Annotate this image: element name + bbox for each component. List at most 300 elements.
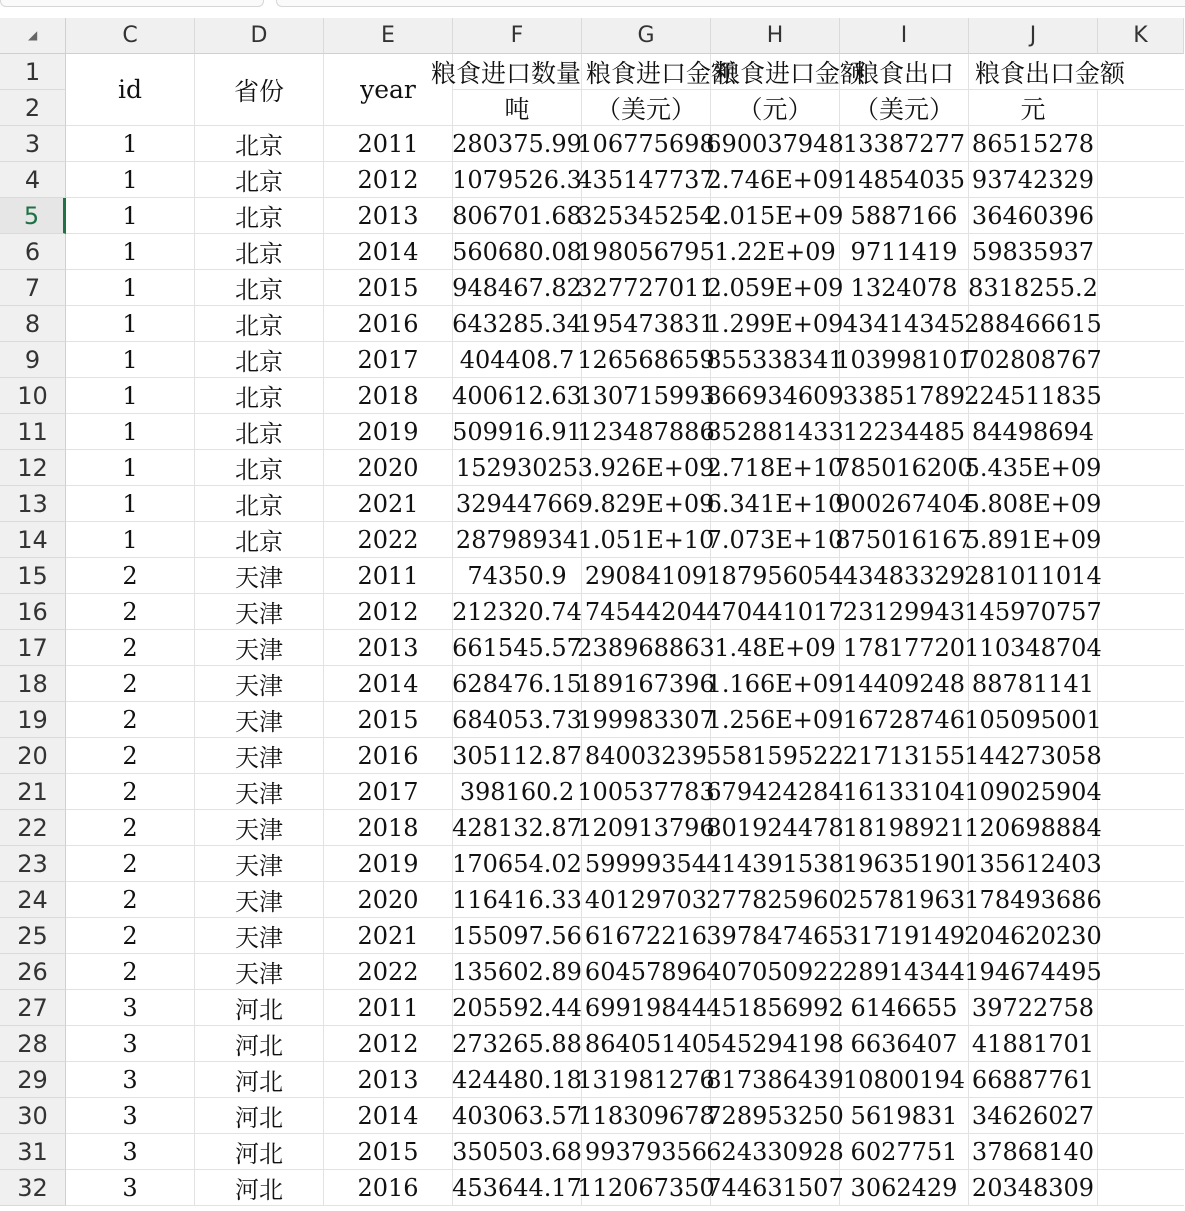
data-cell[interactable]: 2011 (324, 558, 453, 594)
cell-k22[interactable] (1098, 810, 1184, 846)
data-cell[interactable]: 北京 (195, 486, 324, 522)
data-cell[interactable]: 204620230 (969, 918, 1098, 954)
data-cell[interactable]: 120698884 (969, 810, 1098, 846)
cell-k15[interactable] (1098, 558, 1184, 594)
data-cell[interactable]: 60457896 (582, 954, 711, 990)
data-cell[interactable]: 2.746E+09 (711, 162, 840, 198)
row-header-31[interactable]: 31 (0, 1134, 66, 1170)
data-cell[interactable]: 2 (66, 954, 195, 990)
data-cell[interactable]: 天津 (195, 738, 324, 774)
data-cell[interactable]: 2 (66, 702, 195, 738)
data-cell[interactable]: 1 (66, 162, 195, 198)
data-cell[interactable]: 74350.9 (453, 558, 582, 594)
data-cell[interactable]: 1 (66, 522, 195, 558)
data-cell[interactable]: 21713155 (840, 738, 969, 774)
data-cell[interactable]: 北京 (195, 522, 324, 558)
data-cell[interactable]: 河北 (195, 1026, 324, 1062)
data-cell[interactable]: 河北 (195, 990, 324, 1026)
data-cell[interactable]: 428132.87 (453, 810, 582, 846)
data-cell[interactable]: 801924478 (711, 810, 840, 846)
data-cell[interactable]: 北京 (195, 306, 324, 342)
data-cell[interactable]: 123487886 (582, 414, 711, 450)
data-cell[interactable]: 2 (66, 594, 195, 630)
data-cell[interactable]: 1.166E+09 (711, 666, 840, 702)
data-cell[interactable]: 2 (66, 846, 195, 882)
data-cell[interactable]: 2020 (324, 882, 453, 918)
data-cell[interactable]: 1 (66, 378, 195, 414)
data-cell[interactable]: 118309678 (582, 1098, 711, 1134)
data-cell[interactable]: 1 (66, 486, 195, 522)
cell-k31[interactable] (1098, 1134, 1184, 1170)
cell-k3[interactable] (1098, 126, 1184, 162)
data-cell[interactable]: 40129703 (582, 882, 711, 918)
data-cell[interactable]: 2015 (324, 1134, 453, 1170)
data-cell[interactable]: 88781141 (969, 666, 1098, 702)
data-cell[interactable]: 37868140 (969, 1134, 1098, 1170)
data-cell[interactable]: 470441017 (711, 594, 840, 630)
data-cell[interactable]: 12234485 (840, 414, 969, 450)
data-cell[interactable]: 3 (66, 1026, 195, 1062)
data-cell[interactable]: 天津 (195, 558, 324, 594)
data-cell[interactable]: 北京 (195, 234, 324, 270)
row-header-13[interactable]: 13 (0, 486, 66, 522)
data-cell[interactable]: 2021 (324, 486, 453, 522)
data-cell[interactable]: 1.48E+09 (711, 630, 840, 666)
data-cell[interactable]: 天津 (195, 630, 324, 666)
data-cell[interactable]: 785016200 (840, 450, 969, 486)
data-cell[interactable]: 558159522 (711, 738, 840, 774)
data-cell[interactable]: 900267404 (840, 486, 969, 522)
data-cell[interactable]: 690037948 (711, 126, 840, 162)
data-cell[interactable]: 14854035 (840, 162, 969, 198)
data-cell[interactable]: 397847465 (711, 918, 840, 954)
row-header-15[interactable]: 15 (0, 558, 66, 594)
data-cell[interactable]: 109025904 (969, 774, 1098, 810)
cell-k10[interactable] (1098, 378, 1184, 414)
data-cell[interactable]: 北京 (195, 342, 324, 378)
data-cell[interactable]: 9711419 (840, 234, 969, 270)
row-header-23[interactable]: 23 (0, 846, 66, 882)
data-cell[interactable]: 16728746 (840, 702, 969, 738)
cell-k13[interactable] (1098, 486, 1184, 522)
data-cell[interactable]: 25781963 (840, 882, 969, 918)
data-cell[interactable]: 2 (66, 774, 195, 810)
cell-k4[interactable] (1098, 162, 1184, 198)
select-all-corner[interactable] (0, 18, 66, 54)
data-cell[interactable]: 327727011 (582, 270, 711, 306)
header-cell-f2[interactable]: 吨 (453, 90, 582, 126)
data-cell[interactable]: 天津 (195, 594, 324, 630)
data-cell[interactable]: 684053.73 (453, 702, 582, 738)
data-cell[interactable]: 305112.87 (453, 738, 582, 774)
data-cell[interactable]: 61672216 (582, 918, 711, 954)
cell-k5[interactable] (1098, 198, 1184, 234)
data-cell[interactable]: 天津 (195, 882, 324, 918)
data-cell[interactable]: 435147737 (582, 162, 711, 198)
data-cell[interactable]: 2014 (324, 1098, 453, 1134)
data-cell[interactable]: 8318255.2 (969, 270, 1098, 306)
data-cell[interactable]: 20348309 (969, 1170, 1098, 1206)
data-cell[interactable]: 31719149 (840, 918, 969, 954)
data-cell[interactable]: 86515278 (969, 126, 1098, 162)
data-cell[interactable]: 1 (66, 450, 195, 486)
data-cell[interactable]: 5619831 (840, 1098, 969, 1134)
data-cell[interactable]: 2 (66, 810, 195, 846)
data-cell[interactable]: 86405140 (582, 1026, 711, 1062)
data-cell[interactable]: 1 (66, 270, 195, 306)
data-cell[interactable]: 17817720 (840, 630, 969, 666)
row-header-7[interactable]: 7 (0, 270, 66, 306)
data-cell[interactable]: 679424284 (711, 774, 840, 810)
data-cell[interactable]: 2019 (324, 414, 453, 450)
header-cell-g2[interactable]: （美元） (582, 90, 711, 126)
data-cell[interactable]: 93742329 (969, 162, 1098, 198)
data-cell[interactable]: 866934609 (711, 378, 840, 414)
data-cell[interactable]: 19635190 (840, 846, 969, 882)
data-cell[interactable]: 2016 (324, 306, 453, 342)
data-cell[interactable]: 9.829E+09 (582, 486, 711, 522)
column-header-k[interactable]: K (1098, 18, 1184, 54)
data-cell[interactable]: 2021 (324, 918, 453, 954)
cell-k32[interactable] (1098, 1170, 1184, 1206)
data-cell[interactable]: 155097.56 (453, 918, 582, 954)
data-cell[interactable]: 3 (66, 1170, 195, 1206)
data-cell[interactable]: 北京 (195, 162, 324, 198)
data-cell[interactable]: 16133104 (840, 774, 969, 810)
data-cell[interactable]: 2020 (324, 450, 453, 486)
data-cell[interactable]: 273265.88 (453, 1026, 582, 1062)
row-header-9[interactable]: 9 (0, 342, 66, 378)
data-cell[interactable]: 13387277 (840, 126, 969, 162)
data-cell[interactable]: 2013 (324, 198, 453, 234)
data-cell[interactable]: 15293025 (453, 450, 582, 486)
data-cell[interactable]: 1 (66, 414, 195, 450)
data-cell[interactable]: 130715993 (582, 378, 711, 414)
cell-k29[interactable] (1098, 1062, 1184, 1098)
row-header-29[interactable]: 29 (0, 1062, 66, 1098)
data-cell[interactable]: 106775698 (582, 126, 711, 162)
data-cell[interactable]: 205592.44 (453, 990, 582, 1026)
data-cell[interactable]: 天津 (195, 702, 324, 738)
cell-k28[interactable] (1098, 1026, 1184, 1062)
header-cell-j1[interactable]: 粮食出口金额 (969, 54, 1098, 90)
data-cell[interactable]: 28798934 (453, 522, 582, 558)
data-cell[interactable]: 北京 (195, 378, 324, 414)
data-cell[interactable]: 18198921 (840, 810, 969, 846)
data-cell[interactable]: 39722758 (969, 990, 1098, 1026)
data-cell[interactable]: 238968863 (582, 630, 711, 666)
data-cell[interactable]: 2011 (324, 126, 453, 162)
data-cell[interactable]: 414391538 (711, 846, 840, 882)
data-cell[interactable]: 1.051E+10 (582, 522, 711, 558)
row-header-28[interactable]: 28 (0, 1026, 66, 1062)
cell-k23[interactable] (1098, 846, 1184, 882)
data-cell[interactable]: 2013 (324, 630, 453, 666)
data-cell[interactable]: 北京 (195, 450, 324, 486)
data-cell[interactable]: 3 (66, 1062, 195, 1098)
data-cell[interactable]: 5.808E+09 (969, 486, 1098, 522)
data-cell[interactable]: 74544204 (582, 594, 711, 630)
cell-k26[interactable] (1098, 954, 1184, 990)
header-cell-i1[interactable]: 粮食出口 (840, 54, 969, 90)
cell-k9[interactable] (1098, 342, 1184, 378)
data-cell[interactable]: 69919844 (582, 990, 711, 1026)
data-cell[interactable]: 170654.02 (453, 846, 582, 882)
data-cell[interactable]: 110348704 (969, 630, 1098, 666)
data-cell[interactable]: 84003239 (582, 738, 711, 774)
data-cell[interactable]: 34626027 (969, 1098, 1098, 1134)
data-cell[interactable]: 2 (66, 918, 195, 954)
row-header-16[interactable]: 16 (0, 594, 66, 630)
cell-k7[interactable] (1098, 270, 1184, 306)
header-cell-province[interactable]: 省份 (195, 54, 324, 126)
data-cell[interactable]: 224511835 (969, 378, 1098, 414)
data-cell[interactable]: 288466615 (969, 306, 1098, 342)
column-header-j[interactable]: J (969, 18, 1098, 54)
data-cell[interactable]: 2.059E+09 (711, 270, 840, 306)
data-cell[interactable]: 23129943 (840, 594, 969, 630)
data-cell[interactable]: 河北 (195, 1134, 324, 1170)
data-cell[interactable]: 河北 (195, 1062, 324, 1098)
data-cell[interactable]: 2018 (324, 378, 453, 414)
data-cell[interactable]: 728953250 (711, 1098, 840, 1134)
data-cell[interactable]: 1079526.3 (453, 162, 582, 198)
data-cell[interactable]: 北京 (195, 126, 324, 162)
data-cell[interactable]: 3 (66, 1134, 195, 1170)
row-header-11[interactable]: 11 (0, 414, 66, 450)
row-header-25[interactable]: 25 (0, 918, 66, 954)
data-cell[interactable]: 2016 (324, 738, 453, 774)
cell-k11[interactable] (1098, 414, 1184, 450)
column-header-f[interactable]: F (453, 18, 582, 54)
data-cell[interactable]: 33851789 (840, 378, 969, 414)
data-cell[interactable]: 135612403 (969, 846, 1098, 882)
header-cell-h1[interactable]: 粮食进口金额 (711, 54, 840, 90)
cell-k30[interactable] (1098, 1098, 1184, 1134)
data-cell[interactable]: 天津 (195, 918, 324, 954)
data-cell[interactable]: 36460396 (969, 198, 1098, 234)
data-cell[interactable]: 2022 (324, 522, 453, 558)
data-cell[interactable]: 398160.2 (453, 774, 582, 810)
data-cell[interactable]: 212320.74 (453, 594, 582, 630)
row-header-21[interactable]: 21 (0, 774, 66, 810)
data-cell[interactable]: 628476.15 (453, 666, 582, 702)
cell-k6[interactable] (1098, 234, 1184, 270)
data-cell[interactable]: 2.015E+09 (711, 198, 840, 234)
data-cell[interactable]: 6.341E+10 (711, 486, 840, 522)
cell-k2[interactable] (1098, 90, 1184, 126)
row-header-4[interactable]: 4 (0, 162, 66, 198)
row-header-18[interactable]: 18 (0, 666, 66, 702)
cell-k8[interactable] (1098, 306, 1184, 342)
data-cell[interactable]: 6146655 (840, 990, 969, 1026)
data-cell[interactable]: 2015 (324, 702, 453, 738)
data-cell[interactable]: 2019 (324, 846, 453, 882)
data-cell[interactable]: 144273058 (969, 738, 1098, 774)
header-cell-year[interactable]: year (324, 54, 453, 126)
cell-k21[interactable] (1098, 774, 1184, 810)
cell-k17[interactable] (1098, 630, 1184, 666)
data-cell[interactable]: 145970757 (969, 594, 1098, 630)
data-cell[interactable]: 2022 (324, 954, 453, 990)
data-cell[interactable]: 194674495 (969, 954, 1098, 990)
data-cell[interactable]: 545294198 (711, 1026, 840, 1062)
row-header-2[interactable]: 2 (0, 90, 66, 126)
data-cell[interactable]: 1.256E+09 (711, 702, 840, 738)
column-header-h[interactable]: H (711, 18, 840, 54)
data-cell[interactable]: 1 (66, 234, 195, 270)
data-cell[interactable]: 1.299E+09 (711, 306, 840, 342)
data-cell[interactable]: 5.891E+09 (969, 522, 1098, 558)
data-cell[interactable]: 451856992 (711, 990, 840, 1026)
row-header-20[interactable]: 20 (0, 738, 66, 774)
data-cell[interactable]: 560680.08 (453, 234, 582, 270)
cell-k14[interactable] (1098, 522, 1184, 558)
data-cell[interactable]: 744631507 (711, 1170, 840, 1206)
data-cell[interactable]: 105095001 (969, 702, 1098, 738)
data-cell[interactable]: 702808767 (969, 342, 1098, 378)
row-header-6[interactable]: 6 (0, 234, 66, 270)
data-cell[interactable]: 2017 (324, 342, 453, 378)
data-cell[interactable]: 天津 (195, 810, 324, 846)
row-header-26[interactable]: 26 (0, 954, 66, 990)
data-cell[interactable]: 2 (66, 666, 195, 702)
data-cell[interactable]: 198056795 (582, 234, 711, 270)
data-cell[interactable]: 2018 (324, 810, 453, 846)
data-cell[interactable]: 3062429 (840, 1170, 969, 1206)
data-cell[interactable]: 852881433 (711, 414, 840, 450)
data-cell[interactable]: 天津 (195, 666, 324, 702)
data-cell[interactable]: 199983307 (582, 702, 711, 738)
data-cell[interactable]: 28914344 (840, 954, 969, 990)
data-cell[interactable]: 2012 (324, 594, 453, 630)
column-header-g[interactable]: G (582, 18, 711, 54)
data-cell[interactable]: 1.22E+09 (711, 234, 840, 270)
data-cell[interactable]: 1 (66, 198, 195, 234)
data-cell[interactable]: 6027751 (840, 1134, 969, 1170)
data-cell[interactable]: 3 (66, 990, 195, 1026)
data-cell[interactable]: 453644.17 (453, 1170, 582, 1206)
row-header-22[interactable]: 22 (0, 810, 66, 846)
data-cell[interactable]: 404408.7 (453, 342, 582, 378)
data-cell[interactable]: 400612.63 (453, 378, 582, 414)
data-cell[interactable]: 北京 (195, 198, 324, 234)
data-cell[interactable]: 806701.68 (453, 198, 582, 234)
cell-k18[interactable] (1098, 666, 1184, 702)
data-cell[interactable]: 103998101 (840, 342, 969, 378)
data-cell[interactable]: 河北 (195, 1098, 324, 1134)
cell-k27[interactable] (1098, 990, 1184, 1026)
data-cell[interactable]: 325345254 (582, 198, 711, 234)
data-cell[interactable]: 2015 (324, 270, 453, 306)
data-cell[interactable]: 2013 (324, 1062, 453, 1098)
data-cell[interactable]: 北京 (195, 270, 324, 306)
data-cell[interactable]: 195473831 (582, 306, 711, 342)
data-cell[interactable]: 5887166 (840, 198, 969, 234)
row-header-5[interactable]: 5 (0, 198, 66, 234)
data-cell[interactable]: 59999354 (582, 846, 711, 882)
row-header-1[interactable]: 1 (0, 54, 66, 90)
data-cell[interactable]: 100537783 (582, 774, 711, 810)
column-header-i[interactable]: I (840, 18, 969, 54)
sheet-tab-right[interactable] (276, 0, 1185, 7)
row-header-8[interactable]: 8 (0, 306, 66, 342)
row-header-27[interactable]: 27 (0, 990, 66, 1026)
sheet-tab-left[interactable] (0, 0, 264, 7)
data-cell[interactable]: 天津 (195, 846, 324, 882)
data-cell[interactable]: 116416.33 (453, 882, 582, 918)
data-cell[interactable]: 350503.68 (453, 1134, 582, 1170)
row-header-24[interactable]: 24 (0, 882, 66, 918)
data-cell[interactable]: 624330928 (711, 1134, 840, 1170)
row-header-30[interactable]: 30 (0, 1098, 66, 1134)
data-cell[interactable]: 407050922 (711, 954, 840, 990)
row-header-19[interactable]: 19 (0, 702, 66, 738)
data-cell[interactable]: 5.435E+09 (969, 450, 1098, 486)
data-cell[interactable]: 281011014 (969, 558, 1098, 594)
data-cell[interactable]: 855338341 (711, 342, 840, 378)
data-cell[interactable]: 10800194 (840, 1062, 969, 1098)
data-cell[interactable]: 59835937 (969, 234, 1098, 270)
data-cell[interactable]: 3.926E+09 (582, 450, 711, 486)
data-cell[interactable]: 280375.99 (453, 126, 582, 162)
data-cell[interactable]: 424480.18 (453, 1062, 582, 1098)
data-cell[interactable]: 817386439 (711, 1062, 840, 1098)
data-cell[interactable]: 661545.57 (453, 630, 582, 666)
header-cell-i2[interactable]: （美元） (840, 90, 969, 126)
data-cell[interactable]: 131981276 (582, 1062, 711, 1098)
data-cell[interactable]: 河北 (195, 1170, 324, 1206)
data-cell[interactable]: 875016167 (840, 522, 969, 558)
data-cell[interactable]: 2011 (324, 990, 453, 1026)
data-cell[interactable]: 1 (66, 342, 195, 378)
data-cell[interactable]: 1324078 (840, 270, 969, 306)
column-header-e[interactable]: E (324, 18, 453, 54)
row-header-10[interactable]: 10 (0, 378, 66, 414)
data-cell[interactable]: 41881701 (969, 1026, 1098, 1062)
cell-k24[interactable] (1098, 882, 1184, 918)
data-cell[interactable]: 2.718E+10 (711, 450, 840, 486)
data-cell[interactable]: 178493686 (969, 882, 1098, 918)
data-cell[interactable]: 189167396 (582, 666, 711, 702)
data-cell[interactable]: 84498694 (969, 414, 1098, 450)
data-cell[interactable]: 6636407 (840, 1026, 969, 1062)
data-cell[interactable]: 135602.89 (453, 954, 582, 990)
header-cell-j2[interactable]: 元 (969, 90, 1098, 126)
data-cell[interactable]: 2016 (324, 1170, 453, 1206)
data-cell[interactable]: 948467.82 (453, 270, 582, 306)
header-cell-id[interactable]: id (66, 54, 195, 126)
data-cell[interactable]: 2014 (324, 234, 453, 270)
data-cell[interactable]: 43414345 (840, 306, 969, 342)
data-cell[interactable]: 509916.91 (453, 414, 582, 450)
data-cell[interactable]: 32944766 (453, 486, 582, 522)
data-cell[interactable]: 2 (66, 882, 195, 918)
data-cell[interactable]: 2 (66, 630, 195, 666)
data-cell[interactable]: 2017 (324, 774, 453, 810)
cell-k19[interactable] (1098, 702, 1184, 738)
data-cell[interactable]: 2 (66, 738, 195, 774)
row-header-14[interactable]: 14 (0, 522, 66, 558)
data-cell[interactable]: 天津 (195, 774, 324, 810)
data-cell[interactable]: 403063.57 (453, 1098, 582, 1134)
data-cell[interactable]: 112067350 (582, 1170, 711, 1206)
cell-k12[interactable] (1098, 450, 1184, 486)
data-cell[interactable]: 7.073E+10 (711, 522, 840, 558)
data-cell[interactable]: 66887761 (969, 1062, 1098, 1098)
data-cell[interactable]: 1 (66, 126, 195, 162)
data-cell[interactable]: 29084109 (582, 558, 711, 594)
